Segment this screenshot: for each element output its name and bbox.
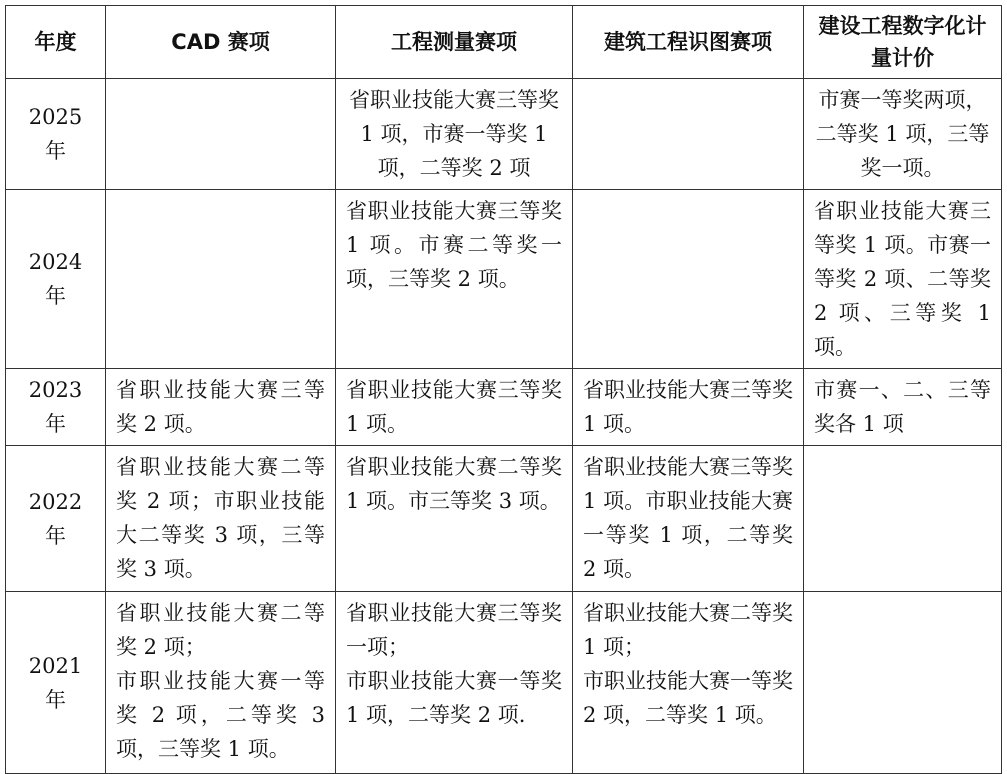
- drawing-cell: 省职业技能大赛三等奖 1 项。: [573, 369, 804, 446]
- year-cell: 2025 年: [6, 79, 106, 190]
- cad-cell: 省职业技能大赛三等奖 2 项。: [106, 369, 336, 446]
- survey-cell: 省职业技能大赛三等奖一项； 市职业技能大赛一等奖 1 项，二等奖 2 项.: [336, 592, 573, 774]
- survey-cell: 省职业技能大赛三等奖 1 项。: [336, 369, 573, 446]
- survey-cell: 省职业技能大赛三等奖 1 项，市赛一等奖 1 项，二等奖 2 项: [336, 79, 573, 190]
- drawing-cell: [573, 190, 804, 369]
- pricing-cell: 市赛一等奖两项，二等奖 1 项，三等奖一项。: [804, 79, 1002, 190]
- year-cell: 2024 年: [6, 190, 106, 369]
- pricing-cell: [804, 592, 1002, 774]
- table-row: [6, 369, 1002, 446]
- header-drawing: 建筑工程识图赛项: [573, 6, 804, 79]
- year-cell: 2022 年: [6, 446, 106, 592]
- year-cell: 2021 年: [6, 592, 106, 774]
- survey-cell: 省职业技能大赛三等奖 1 项。市赛二等奖一项，三等奖 2 项。: [336, 190, 573, 369]
- drawing-cell: [573, 79, 804, 190]
- table-row: [6, 190, 1002, 369]
- drawing-cell: 省职业技能大赛二等奖 1 项； 市职业技能大赛一等奖 2 项，二等奖 1 项。: [573, 592, 804, 774]
- table-row: [6, 446, 1002, 592]
- survey-cell: 省职业技能大赛二等奖 1 项。市三等奖 3 项。: [336, 446, 573, 592]
- header-survey: 工程测量赛项: [336, 6, 573, 79]
- cad-cell: 省职业技能大赛二等奖 2 项； 市职业技能大赛一等奖 2 项，二等奖 3 项，三等奖 1 项。: [106, 592, 336, 774]
- table-row: [6, 592, 1002, 774]
- pricing-cell: 市赛一、二、三等奖各 1 项: [804, 369, 1002, 446]
- header-year: 年度: [6, 6, 106, 79]
- table-row: [6, 79, 1002, 190]
- cad-cell: [106, 79, 336, 190]
- header-cad: CAD 赛项: [106, 6, 336, 79]
- header-row: [6, 6, 1002, 79]
- header-pricing: 建设工程数字化计量计价: [804, 6, 1002, 79]
- year-cell: 2023 年: [6, 369, 106, 446]
- cad-cell: 省职业技能大赛二等奖 2 项；市职业技能大二等奖 3 项，三等奖 3 项。: [106, 446, 336, 592]
- cad-cell: [106, 190, 336, 369]
- pricing-cell: 省职业技能大赛三等奖 1 项。市赛一等奖 2 项、二等奖 2 项、三等奖 1 项。: [804, 190, 1002, 369]
- drawing-cell: 省职业技能大赛三等奖 1 项。市职业技能大赛一等奖 1 项，二等奖 2 项。: [573, 446, 804, 592]
- awards-table: [5, 5, 1002, 774]
- pricing-cell: [804, 446, 1002, 592]
